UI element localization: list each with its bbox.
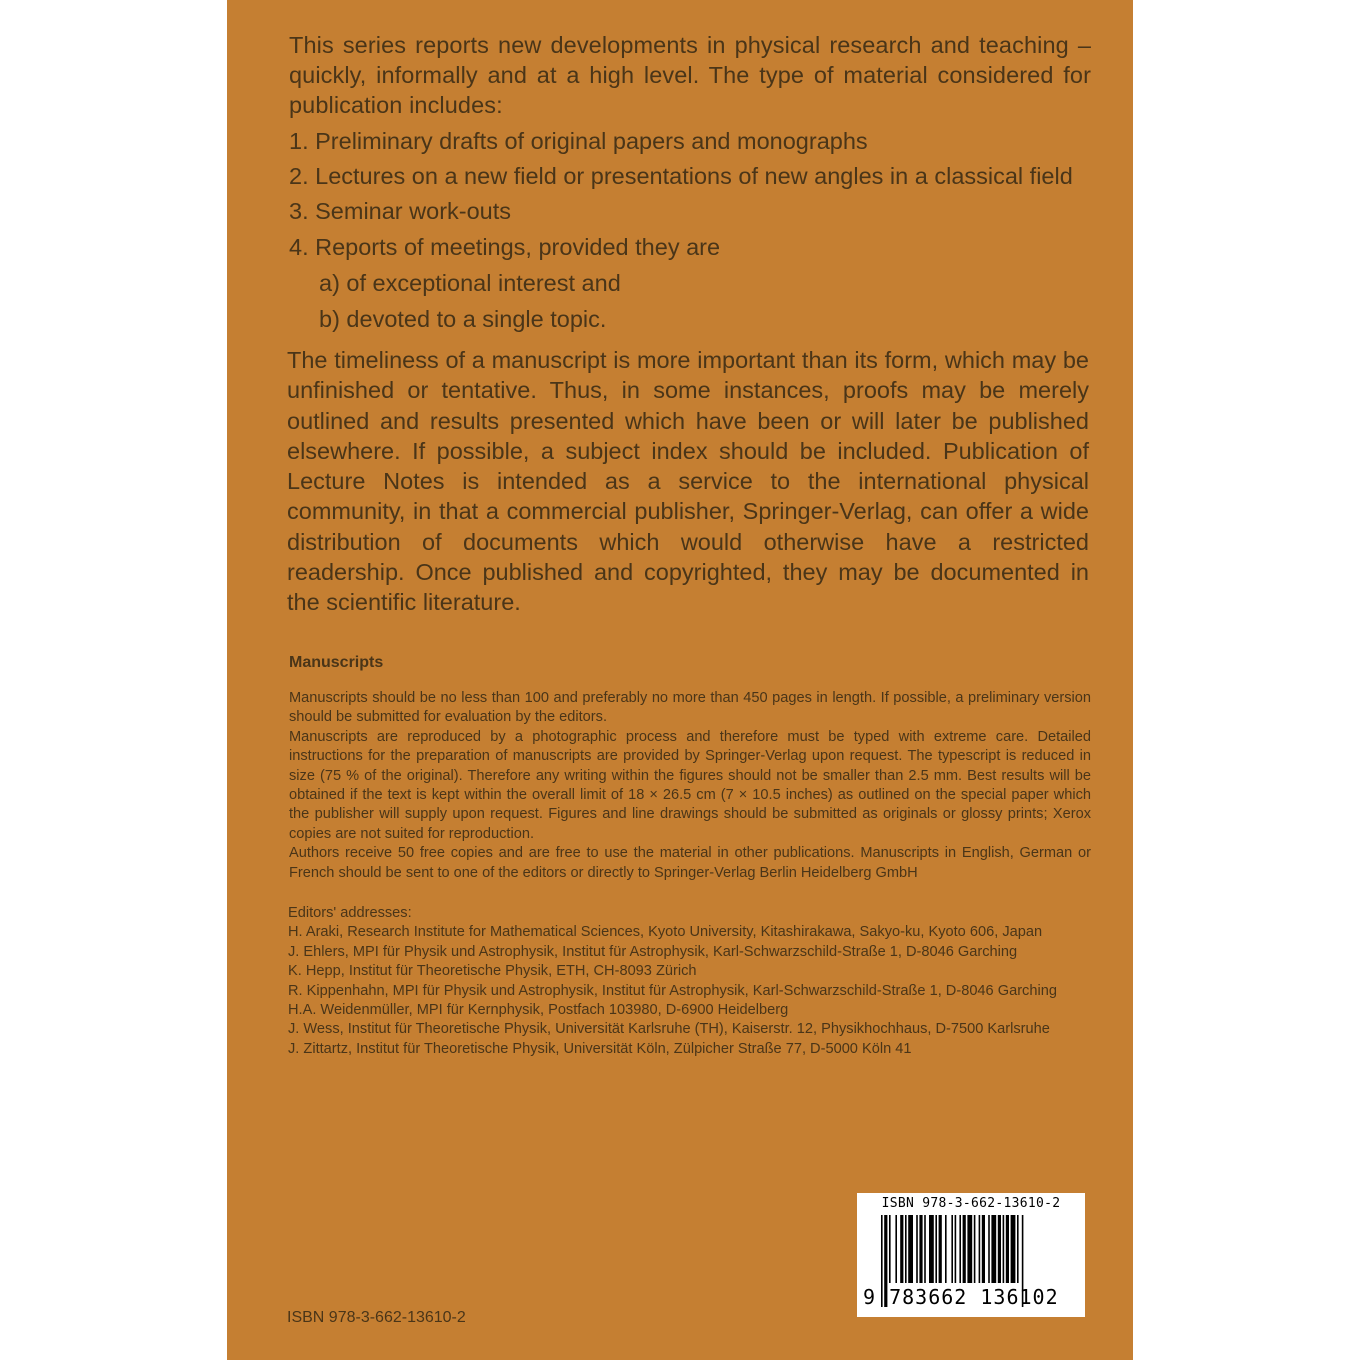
list-item: 4. Reports of meetings, provided they are [289, 234, 721, 260]
barcode-bar [945, 1215, 947, 1283]
editor-entry: K. Hepp, Institut für Theoretische Physik, ETH, CH-8093 Zürich [288, 963, 697, 980]
list-item: 1. Preliminary drafts of original papers and monographs [289, 128, 868, 154]
manuscripts-paragraph: Manuscripts are reproduced by a photographic process and therefore must be typed with extreme care. Detailed instructions for the preparation of manuscripts are provided by Springer-Verlag upon request. The typescript is reduced in size (75 % of the original). Therefore any writing within the figures should not be smaller than 2.5 mm. Best results will be obtained if the text is kept within the overall limit of 18 × 26.5 cm (7 × 10.5 inches) as outlined on the special paper which the publisher will supply upon request. Figures and line drawings should be submitted as originals or glossy prints; Xerox copies are not suited for reproduction. [289, 728, 1091, 842]
list-sub-item: b) devoted to a single topic. [319, 306, 607, 332]
list-item: 2. Lectures on a new field or presentations of new angles in a classical field [289, 163, 1073, 189]
editor-entry: H. Araki, Research Institute for Mathematical Sciences, Kyoto University, Kitashirakawa, Sakyo-ku, Kyoto 606, Japan [288, 924, 1043, 941]
barcode-bar [982, 1215, 985, 1283]
barcode-bar [919, 1215, 922, 1283]
intro-paragraph: This series reports new developments in physical research and teaching – quickly, informally and at a high level. The type of material considered for publication includes: [289, 32, 1091, 118]
barcode-isbn-label: ISBN 978-3-662-13610-2 [881, 1196, 1061, 1211]
barcode-bar [900, 1215, 903, 1283]
barcode-bar [895, 1215, 897, 1283]
barcode-bar [998, 1215, 1001, 1283]
barcode-bar [939, 1215, 942, 1283]
editor-entry: J. Zittartz, Institut für Theoretische Physik, Universität Köln, Zülpicher Straße 77, D-5000 Köln 41 [288, 1040, 912, 1057]
manuscripts-paragraph: Manuscripts should be no less than 100 and preferably no more than 450 pages in length. If possible, a preliminary version should be submitted for evaluation by the editors. [289, 690, 1091, 726]
editor-entry: J. Wess, Institut für Theoretische Physik, Universität Karlsruhe (TH), Kaiserstr. 12, Physikhochhaus, D-7500 Karlsruhe [288, 1021, 1050, 1038]
editors-heading: Editors' addresses: [288, 905, 412, 921]
barcode-bar [951, 1215, 953, 1283]
barcode-bar [974, 1215, 976, 1283]
manuscripts-heading: Manuscripts [289, 654, 384, 671]
barcode-bar [955, 1215, 957, 1283]
barcode-bar [959, 1215, 961, 1283]
barcode-bar [1006, 1215, 1009, 1283]
editors-addresses [288, 904, 1091, 1059]
barcode-bar [905, 1215, 907, 1283]
barcode [857, 1193, 1085, 1317]
editor-entry: H.A. Weidenmüller, MPI für Kernphysik, Postfach 103980, D-6900 Heidelberg [288, 1002, 789, 1019]
body-paragraph: The timeliness of a manuscript is more important than its form, which may be unfinished or tentative. Thus, in some instances, proofs may be merely outlined and results presented which have been or will later be published elsewhere. If possible, a subject index should be included. Publication of Lecture Notes is intended as a service to the international physical community, in that a commercial publisher, Springer-Verlag, can offer a wide distribution of documents which would otherwise have a restricted readership. Once published and copyrighted, they may be documented in the scientific literature. [287, 347, 1089, 616]
barcode-bar [988, 1215, 990, 1283]
back-cover [227, 0, 1133, 1360]
barcode-bar [908, 1215, 913, 1283]
barcode-bar [979, 1215, 981, 1283]
list-item: 3. Seminar work-outs [289, 198, 512, 224]
barcode-bar [1003, 1215, 1005, 1283]
barcode-bar [924, 1215, 926, 1283]
list-sub-item: a) of exceptional interest and [319, 270, 621, 296]
barcode-digits: 9 783662 136102 [863, 1285, 1059, 1309]
manuscripts-paragraph: Authors receive 50 free copies and are free to use the material in other publications. Manuscripts in English, German or French should be sent to one of the editors or directly to Springer-Verlag Berlin Heidelberg GmbH [289, 845, 1091, 881]
manuscripts-text [289, 689, 1091, 883]
barcode-bar [935, 1215, 937, 1283]
barcode-bar [1011, 1215, 1016, 1283]
isbn-bottom: ISBN 978-3-662-13610-2 [287, 1309, 466, 1326]
barcode-bar [916, 1215, 918, 1283]
barcode-bar [929, 1215, 934, 1283]
barcode-bar [963, 1215, 966, 1283]
barcode-bar [967, 1215, 972, 1283]
barcode-bar [1017, 1215, 1019, 1283]
editor-entry: R. Kippenhahn, MPI für Physik und Astrophysik, Institut für Astrophysik, Karl-Schwarzschild-Straße 1, D-8046 Garching [288, 982, 1057, 999]
barcode-bar [991, 1215, 996, 1283]
barcode-bar [889, 1215, 891, 1283]
editor-entry: J. Ehlers, MPI für Physik und Astrophysik, Institut für Astrophysik, Karl-Schwarzschild-Straße 1, D-8046 Garching [288, 943, 1018, 960]
